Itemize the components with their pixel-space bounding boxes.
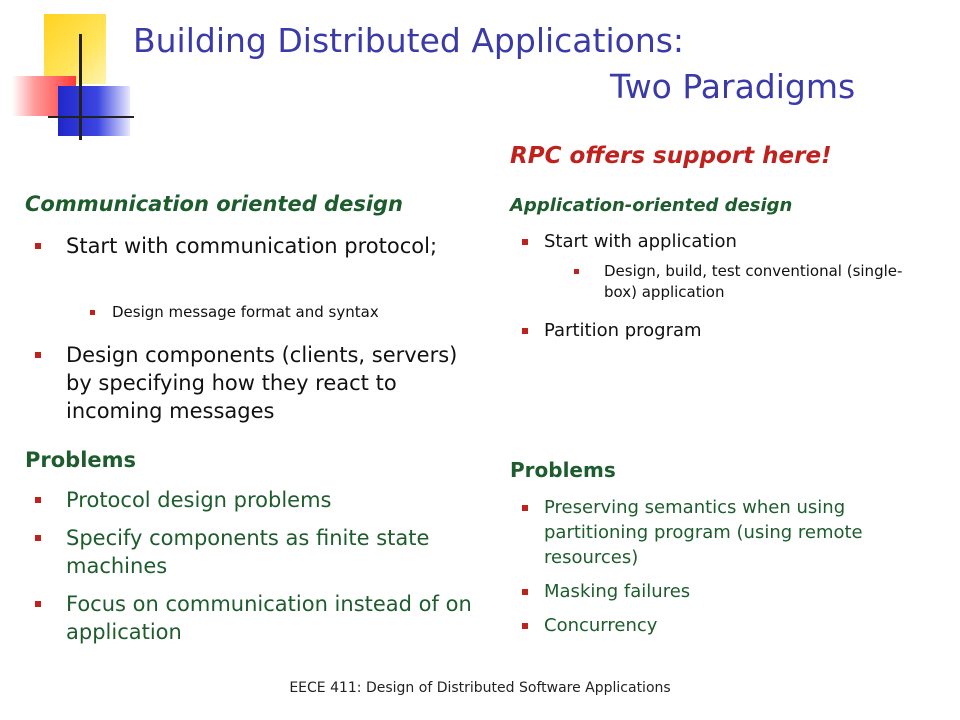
left-problem-item: Protocol design problems (33, 486, 473, 514)
logo-vertical-line (79, 34, 82, 140)
right-sublist (570, 261, 910, 303)
right-problem-item: Concurrency (510, 613, 930, 638)
right-problems-heading: Problems (510, 458, 616, 482)
right-subitem-1: Design, build, test conventional (single-box) application (570, 261, 910, 303)
left-problems-heading: Problems (25, 448, 137, 472)
left-problems-list (33, 486, 473, 646)
left-problem-item: Focus on communication instead of on application (33, 590, 473, 646)
right-problem-item: Preserving semantics when using partitioning program (using remote resources) (510, 495, 930, 570)
logo-yellow-square (44, 14, 106, 84)
left-problem-item: Specify components as finite state machines (33, 524, 473, 580)
slide-title-line1: Building Distributed Applications: (133, 21, 685, 60)
left-list-2 (33, 341, 463, 425)
right-list-1 (510, 229, 930, 254)
left-item-1: Start with communication protocol; (33, 232, 463, 260)
right-item-1: Start with application (510, 229, 930, 254)
right-list-2 (510, 318, 930, 343)
right-heading: Application-oriented design (510, 195, 793, 216)
slide-footer: EECE 411: Design of Distributed Software Applications (289, 680, 671, 696)
slide-title-line2: Two Paradigms (610, 67, 856, 106)
logo-blue-square (58, 86, 130, 136)
left-heading: Communication oriented design (25, 192, 403, 216)
left-item-2: Design components (clients, servers) by specifying how they react to incoming messages (33, 341, 463, 425)
right-item-2: Partition program (510, 318, 930, 343)
right-problem-item: Masking failures (510, 579, 930, 604)
slide-logo (0, 0, 140, 145)
logo-horizontal-line (48, 116, 134, 118)
rpc-callout: RPC offers support here! (510, 143, 832, 169)
left-subitem-1: Design message format and syntax (88, 302, 468, 322)
right-problems-list (510, 495, 930, 638)
left-list-1 (33, 232, 463, 260)
left-sublist (88, 302, 468, 322)
